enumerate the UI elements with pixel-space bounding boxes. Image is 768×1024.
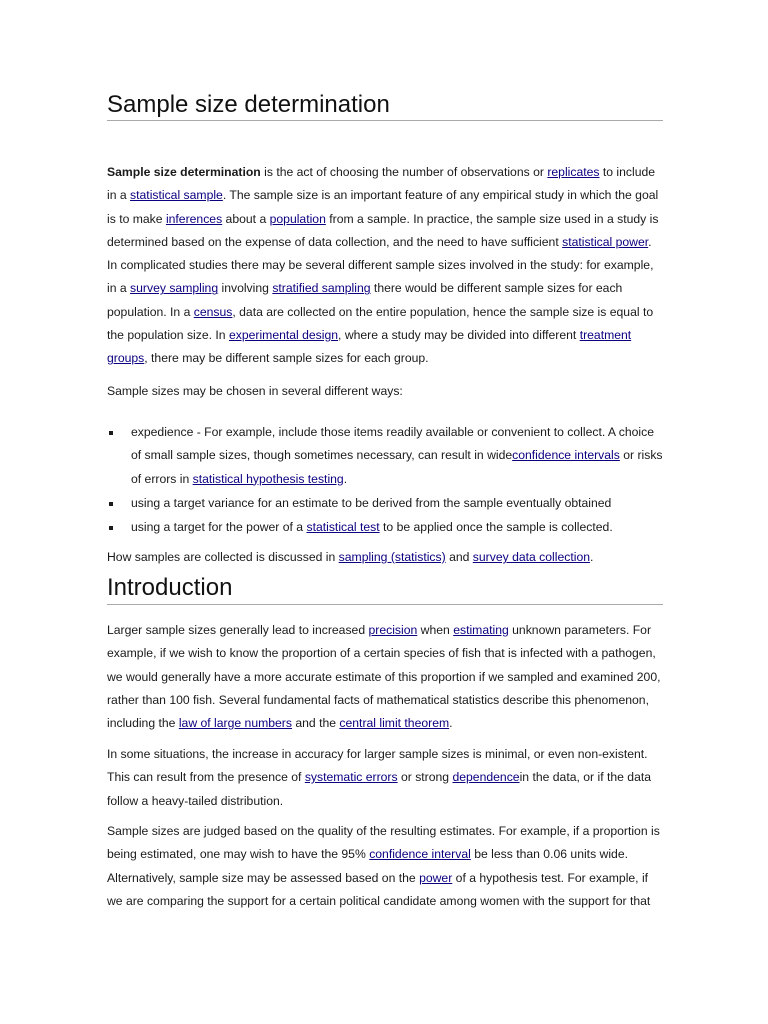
link-sampling-statistics[interactable]: sampling (statistics) <box>338 550 446 564</box>
text-run: expedience - For example, include those items readily available or convenient to collect. A choice of small sample sizes, though sometimes necessary, can result in wide <box>131 425 654 463</box>
quality-paragraph <box>107 820 663 913</box>
link-census[interactable]: census <box>193 304 233 319</box>
list-item <box>107 492 663 515</box>
text-run: . The sample size is an important feature of any empirical study in which the goal is to make <box>107 188 659 226</box>
text-run: in the data, or if the data follow a heavy-tailed distribution. <box>107 770 652 808</box>
text-run: In some situations, the increase in accuracy for larger sample sizes is minimal, or even non-existent. This can result from the presence of <box>107 747 648 785</box>
bold-term: Sample size determination <box>107 165 261 179</box>
accuracy-paragraph <box>107 743 663 813</box>
link-statistical-sample[interactable]: statistical sample <box>130 188 223 203</box>
bullet-square-icon <box>109 431 113 435</box>
text-run: be less than 0.06 units wide. Alternatively, sample size may be assessed based on the <box>107 847 628 885</box>
link-stratified-sampling[interactable]: stratified sampling <box>272 281 371 296</box>
link-statistical-hypothesis-testing[interactable]: statistical hypothesis testing <box>192 471 344 486</box>
text-run: . <box>449 716 453 731</box>
text-run: . <box>343 471 348 486</box>
link-central-limit-theorem[interactable]: central limit theorem <box>339 716 450 731</box>
text-run: of a hypothesis test. For example, if we are comparing the support for a certain political candidate among women with the support for that <box>107 870 651 908</box>
link-population[interactable]: population <box>269 211 326 226</box>
text-run: using a target for the power of a <box>131 520 307 535</box>
link-precision[interactable]: precision <box>368 623 418 637</box>
text-run: to be applied once the sample is collected. <box>379 520 613 535</box>
text-run: is the act of choosing the number of observations or <box>260 165 548 179</box>
link-survey-data-collection[interactable]: survey data collection <box>472 550 590 564</box>
link-replicates[interactable]: replicates <box>547 165 600 179</box>
bullet-list <box>107 421 663 539</box>
list-item <box>107 516 663 539</box>
text-run: and <box>445 550 473 564</box>
text-run: Sample sizes are judged based on the quality of the resulting estimates. For example, if a proportion is being estimated, one may wish to have the 95% <box>107 824 660 862</box>
link-power[interactable]: power <box>419 870 453 885</box>
text-run: unknown parameters. For example, if we wish to know the proportion of a certain species of fish that is infected with a pathogen, we would generally have a more accurate estimate of this proportion if we sampled and examined 200, rather than 100 fish. Several fundamental facts of mathematical statistics describe this phenomenon, including the <box>107 623 661 731</box>
text-run: to include in a <box>107 165 656 203</box>
link-statistical-test[interactable]: statistical test <box>306 520 380 535</box>
list-item <box>107 421 663 491</box>
text-run: when <box>417 623 454 637</box>
link-experimental-design[interactable]: experimental design <box>228 328 339 343</box>
text-run: Larger sample sizes generally lead to increased <box>107 623 369 637</box>
text-run: and the <box>291 716 340 731</box>
link-confidence-interval[interactable]: confidence interval <box>369 847 471 862</box>
text-run: . <box>590 550 594 564</box>
intro-paragraph <box>107 161 663 371</box>
bullet-square-icon <box>109 502 113 506</box>
text-run: about a <box>222 211 270 226</box>
link-confidence-intervals[interactable]: confidence intervals <box>512 448 620 463</box>
link-treatment-groups[interactable]: treatment groups <box>107 328 632 366</box>
text-run: using a target variance for an estimate to be derived from the sample eventually obtained <box>131 495 612 510</box>
text-run: there would be different sample sizes for each population. In a <box>107 281 623 319</box>
ways-paragraph: Sample sizes may be chosen in several different ways: <box>107 384 403 398</box>
text-run: or strong <box>397 770 453 785</box>
text-run: . In complicated studies there may be several different sample sizes involved in the study: for example, in a <box>107 234 654 296</box>
link-inferences[interactable]: inferences <box>165 211 223 226</box>
text-run: , data are collected on the entire population, hence the sample size is equal to the population size. In <box>107 304 654 343</box>
text-run: involving <box>218 281 273 296</box>
text-run: , there may be different sample sizes for each group. <box>144 351 429 366</box>
text-run: , where a study may be divided into different <box>338 328 580 343</box>
page-title: Sample size determination <box>107 90 663 121</box>
precision-paragraph <box>107 619 663 735</box>
link-estimating[interactable]: estimating <box>453 623 509 637</box>
text-run: or risks of errors in <box>131 448 663 486</box>
bullet-square-icon <box>109 526 113 530</box>
link-systematic-errors[interactable]: systematic errors <box>304 770 398 785</box>
link-law-of-large-numbers[interactable]: law of large numbers <box>178 716 292 731</box>
text-run: from a sample. In practice, the sample size used in a study is determined based on the expense of data collection, and the need to have sufficient <box>107 211 659 249</box>
link-statistical-power[interactable]: statistical power <box>562 234 649 249</box>
introduction-heading: Introduction <box>107 573 663 605</box>
link-survey-sampling[interactable]: survey sampling <box>130 281 219 296</box>
sampling-paragraph <box>107 546 663 569</box>
link-dependence[interactable]: dependence <box>452 770 520 785</box>
text-run: How samples are collected is discussed in <box>107 550 339 564</box>
